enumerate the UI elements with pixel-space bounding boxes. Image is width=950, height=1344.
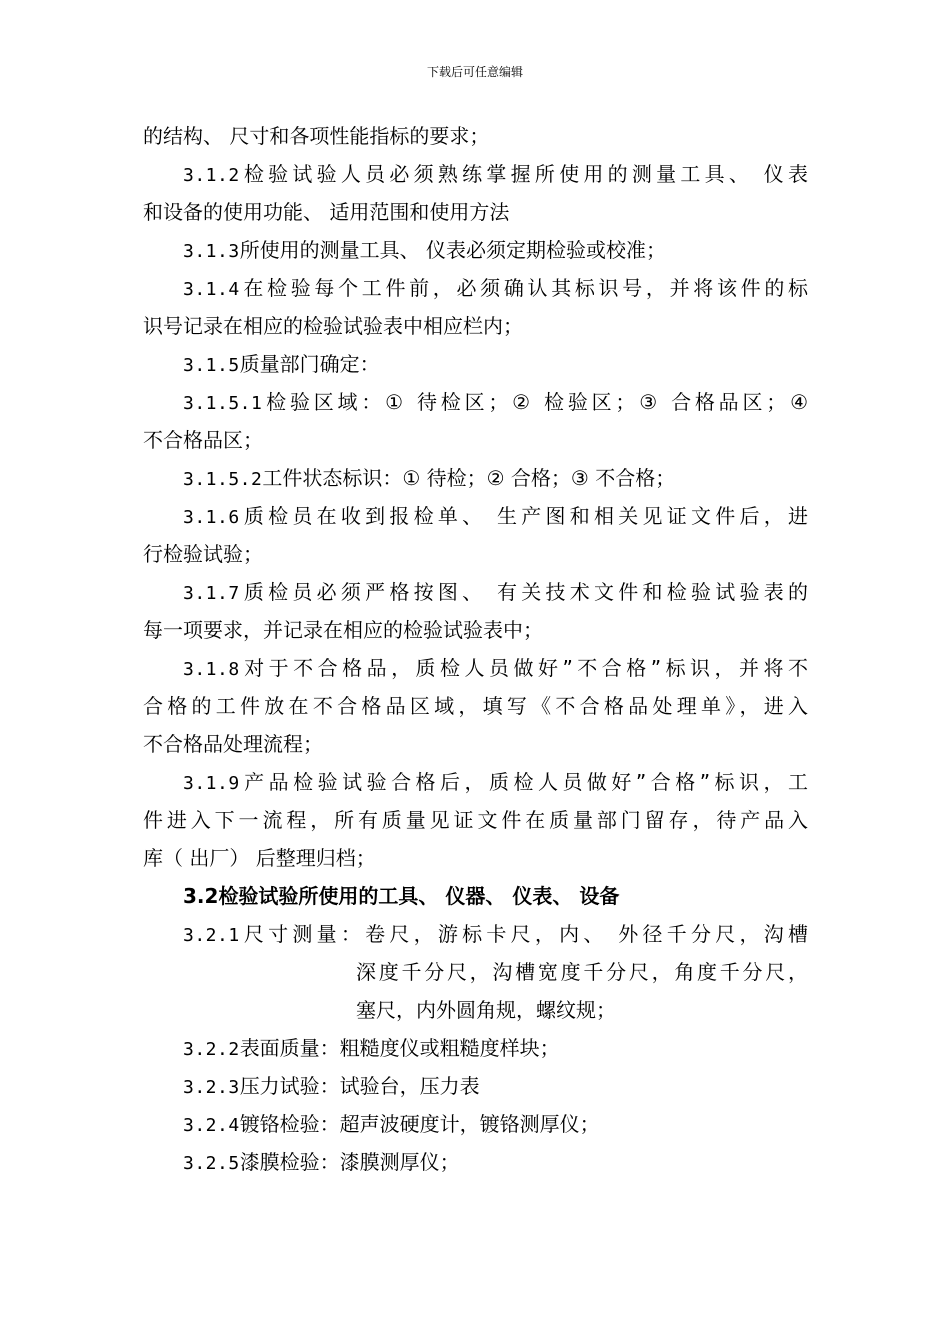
section-number: 3.2 xyxy=(183,884,219,908)
paragraph-line xyxy=(143,535,808,573)
clause-number: 3.1.8 xyxy=(183,659,240,680)
line-text: 在检验每个工件前，必须确认其标识号，并将该件的标 xyxy=(239,276,808,300)
page-header: 下载后可任意编辑 xyxy=(426,65,523,79)
paragraph-line xyxy=(143,725,808,763)
line-text: 塞尺，内外圆角规，螺纹规； xyxy=(356,998,616,1022)
clause-number: 3.2.1 xyxy=(183,925,240,946)
line-text: 每一项要求，并记录在相应的检验试验表中； xyxy=(143,618,543,642)
document-body xyxy=(143,117,808,1181)
paragraph-line xyxy=(143,231,808,269)
line-text: 检验试验人员必须熟练掌握所使用的测量工具、 仪表 xyxy=(239,162,808,186)
clause-number: 3.1.9 xyxy=(183,773,240,794)
clause-number: 3.1.5.1 xyxy=(183,393,263,414)
line-text: 压力试验：试验台，压力表 xyxy=(239,1074,480,1098)
line-text: 件进入下一流程，所有质量见证文件在质量部门留存，待产品入 xyxy=(143,808,808,832)
line-text: 深度千分尺，沟槽宽度千分尺，角度千分尺， xyxy=(356,960,808,984)
clause-number: 3.2.5 xyxy=(183,1153,240,1174)
paragraph-line xyxy=(143,307,808,345)
paragraph-line xyxy=(143,117,808,155)
paragraph-line xyxy=(143,497,808,535)
line-text: 和设备的使用功能、 适用范围和使用方法 xyxy=(143,200,510,224)
section-heading xyxy=(143,877,808,915)
paragraph-line xyxy=(143,383,808,421)
line-text: 镀铬检验：超声波硬度计，镀铬测厚仪； xyxy=(239,1112,600,1136)
line-text: 表面质量：粗糙度仪或粗糙度样块； xyxy=(239,1036,560,1060)
paragraph-line xyxy=(143,991,808,1029)
line-text: 识号记录在相应的检验试验表中相应栏内； xyxy=(143,314,523,338)
line-text: 检验区域：① 待检区；② 检验区；③ 合格品区；④ xyxy=(262,390,808,414)
line-text: 合格的工件放在不合格品区域，填写《不合格品处理单》，进入 xyxy=(143,694,808,718)
line-text: 不合格品处理流程； xyxy=(143,732,323,756)
paragraph-line xyxy=(143,345,808,383)
line-text: 不合格品区； xyxy=(143,428,263,452)
line-text: 尺寸测量：卷尺，游标卡尺，内、 外径千分尺，沟槽 xyxy=(239,922,808,946)
line-text: 质量部门确定： xyxy=(239,352,380,376)
section-title: 检验试验所使用的工具、 仪器、 仪表、 设备 xyxy=(218,884,620,908)
line-text: 质检员必须严格按图、 有关技术文件和检验试验表的 xyxy=(239,580,808,604)
paragraph-line xyxy=(143,801,808,839)
clause-number: 3.1.3 xyxy=(183,241,240,262)
paragraph-line xyxy=(143,839,808,877)
clause-number: 3.1.6 xyxy=(183,507,240,528)
paragraph-line xyxy=(143,1029,808,1067)
paragraph-line xyxy=(143,155,808,193)
paragraph-line xyxy=(143,1143,808,1181)
paragraph-line xyxy=(143,269,808,307)
line-text: 工件状态标识：① 待检；② 合格；③ 不合格； xyxy=(262,466,676,490)
paragraph-line xyxy=(143,915,808,953)
clause-number: 3.2.2 xyxy=(183,1039,240,1060)
clause-number: 3.1.4 xyxy=(183,279,240,300)
line-text: 的结构、 尺寸和各项性能指标的要求； xyxy=(143,124,490,148)
paragraph-line xyxy=(143,611,808,649)
paragraph-line xyxy=(143,421,808,459)
line-text: 所使用的测量工具、 仪表必须定期检验或校准； xyxy=(239,238,667,262)
paragraph-line xyxy=(143,459,808,497)
line-text: 行检验试验； xyxy=(143,542,263,566)
paragraph-line xyxy=(143,763,808,801)
clause-number: 3.1.5 xyxy=(183,355,240,376)
line-text: 对于不合格品，质检人员做好”不合格”标识，并将不 xyxy=(239,656,808,680)
paragraph-line xyxy=(143,1105,808,1143)
clause-number: 3.1.7 xyxy=(183,583,240,604)
clause-number: 3.1.2 xyxy=(183,165,240,186)
clause-number: 3.2.3 xyxy=(183,1077,240,1098)
paragraph-line xyxy=(143,953,808,991)
paragraph-line xyxy=(143,573,808,611)
paragraph-line xyxy=(143,193,808,231)
paragraph-line xyxy=(143,649,808,687)
paragraph-line xyxy=(143,687,808,725)
line-text: 产品检验试验合格后，质检人员做好”合格”标识，工 xyxy=(239,770,808,794)
clause-number: 3.2.4 xyxy=(183,1115,240,1136)
line-text: 质检员在收到报检单、 生产图和相关见证文件后，进 xyxy=(239,504,808,528)
clause-number: 3.1.5.2 xyxy=(183,469,263,490)
line-text: 库（ 出厂） 后整理归档； xyxy=(143,846,376,870)
line-text: 漆膜检验：漆膜测厚仪； xyxy=(239,1150,460,1174)
paragraph-line xyxy=(143,1067,808,1105)
